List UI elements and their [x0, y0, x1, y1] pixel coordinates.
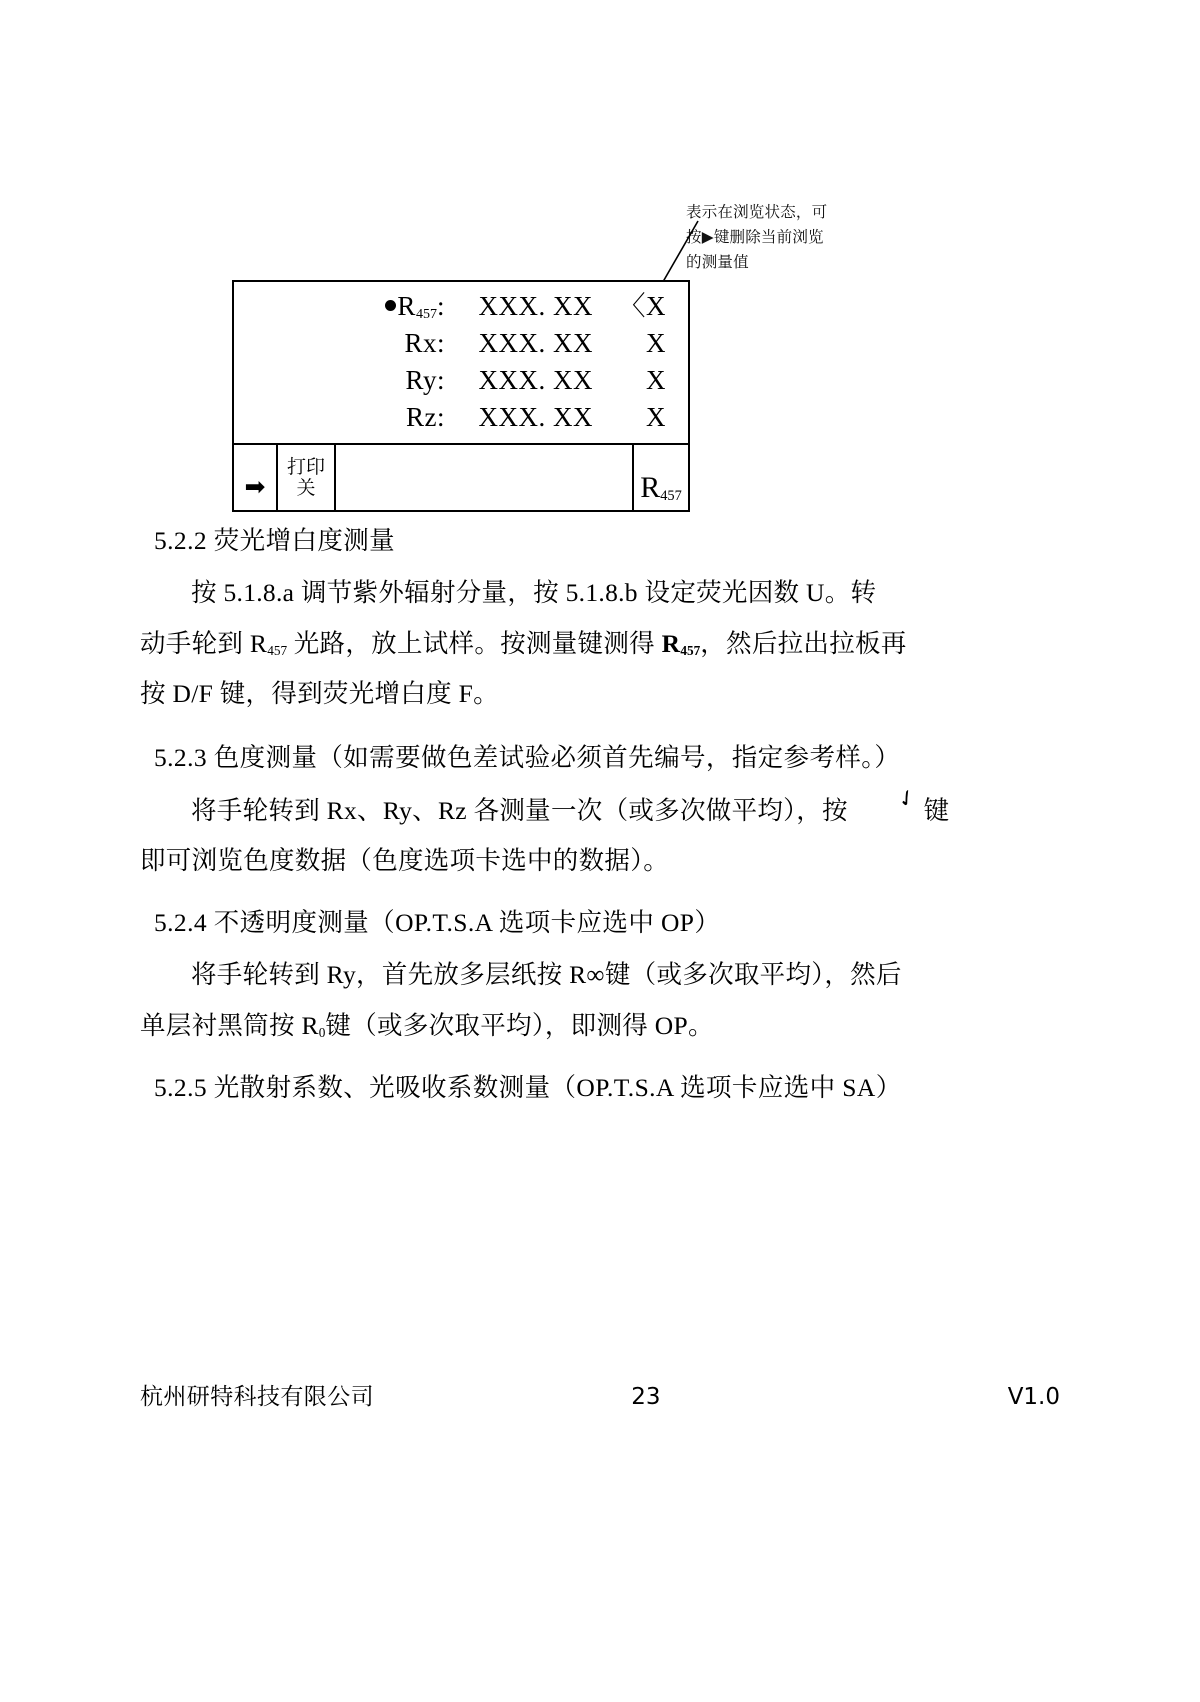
footer-version: V1.0 — [1007, 1384, 1060, 1410]
section-heading-5-2-3: 5.2.3 色度测量（如需要做色差试验必须首先编号，指定参考样。） — [154, 743, 901, 773]
lcd-row-flag: 〈X — [618, 291, 666, 321]
lcd-row — [234, 362, 688, 399]
lcd-display-panel — [232, 280, 690, 512]
subscript-zero: 0 — [318, 1024, 326, 1040]
lcd-row — [234, 399, 688, 436]
selection-bullet-icon — [385, 300, 396, 311]
section-heading-5-2-2: 5.2.2 荧光增白度测量 — [154, 526, 396, 555]
lcd-label-text: Rx — [404, 328, 437, 358]
lcd-row — [234, 288, 688, 325]
lcd-row-value: XXX. XX — [478, 328, 593, 358]
paragraph-5-2-4-line-1: 将手轮转到 Ry，首先放多层纸按 R∞键（或多次取平均），然后 — [191, 960, 902, 990]
lcd-label-text: Rz — [405, 402, 437, 432]
lcd-screen-area — [234, 282, 688, 445]
footer-page-number: 23 — [631, 1384, 661, 1410]
page-footer — [140, 1378, 1060, 1411]
annotation-line-1: 表示在浏览状态，可 — [686, 203, 828, 221]
paragraph-text: 动手轮到 R — [140, 628, 268, 658]
paragraph-5-2-2-line-2 — [140, 619, 1060, 669]
lcd-label-text: Ry — [405, 365, 437, 395]
check-key-icon: ✓ — [892, 782, 922, 815]
paragraph-5-2-2-line-1 — [140, 568, 1060, 618]
print-status-cell — [278, 445, 336, 510]
lcd-label-subscript: 457 — [415, 306, 437, 323]
bold-r: R — [661, 628, 681, 658]
paragraph-text: 按 5.1.8.a 调节紫外辐射分量，按 5.1.8.b 设定荧光因数 U。转 — [191, 578, 877, 608]
annotation-line-3: 的测量值 — [686, 253, 749, 272]
print-state: 关 — [296, 477, 316, 499]
measurement-mode-cell — [634, 445, 688, 510]
paragraph-text: 单层衬黑筒按 R — [140, 1010, 319, 1040]
lcd-row-flag: X — [646, 402, 666, 432]
lcd-row-value: XXX. XX — [478, 365, 593, 395]
paragraph-text: 光路，放上试样。按测量键测得 — [287, 628, 662, 658]
lcd-separator: : — [436, 291, 445, 321]
subscript-457: 457 — [680, 642, 701, 658]
page-body — [140, 524, 1060, 1115]
section-heading-5-2-4: 5.2.4 不透明度测量（OP.T.S.A 选项卡应选中 OP） — [154, 908, 721, 938]
paragraph-5-2-4-line-2 — [140, 1001, 1060, 1051]
lcd-row-flag: X — [646, 328, 666, 358]
footer-company: 杭州研特科技有限公司 — [140, 1384, 374, 1410]
paragraph-5-2-2-line-3: 按 D/F 键，得到荧光增白度 F。 — [140, 678, 499, 708]
right-arrow-icon: ➡ — [244, 472, 266, 501]
lcd-row-flag: X — [646, 365, 666, 395]
paragraph-text: 键（或多次取平均），即测得 OP。 — [325, 1010, 714, 1040]
paragraph-5-2-3-line-1 — [140, 782, 1060, 836]
print-label: 打印 — [286, 455, 325, 478]
lcd-separator: : — [436, 365, 445, 395]
lcd-status-bar — [234, 445, 688, 510]
status-bar-spacer — [336, 445, 634, 510]
mode-label: R — [640, 471, 661, 504]
paragraph-text: 将手轮转到 Rx、Ry、Rz 各测量一次（或多次做平均），按 — [191, 795, 848, 825]
lcd-row-label — [394, 399, 445, 444]
subscript-457: 457 — [267, 642, 288, 658]
annotation-line-2: 按▶键删除当前浏览 — [686, 228, 824, 247]
scroll-arrow-cell — [234, 445, 278, 510]
lcd-row-value: XXX. XX — [478, 291, 593, 321]
paragraph-text: ，然后拉出拉板再 — [700, 628, 907, 658]
lcd-separator: : — [436, 328, 445, 358]
paragraph-text: 键 — [923, 795, 950, 825]
lcd-label-text: R — [397, 291, 416, 321]
lcd-row-value: XXX. XX — [478, 402, 593, 432]
lcd-row — [234, 325, 688, 362]
paragraph-5-2-3-line-2: 即可浏览色度数据（色度选项卡选中的数据）。 — [140, 845, 670, 875]
section-heading-5-2-5: 5.2.5 光散射系数、光吸收系数测量（OP.T.S.A 选项卡应选中 SA） — [154, 1072, 902, 1102]
lcd-separator: : — [436, 402, 445, 432]
mode-subscript: 457 — [660, 488, 682, 504]
